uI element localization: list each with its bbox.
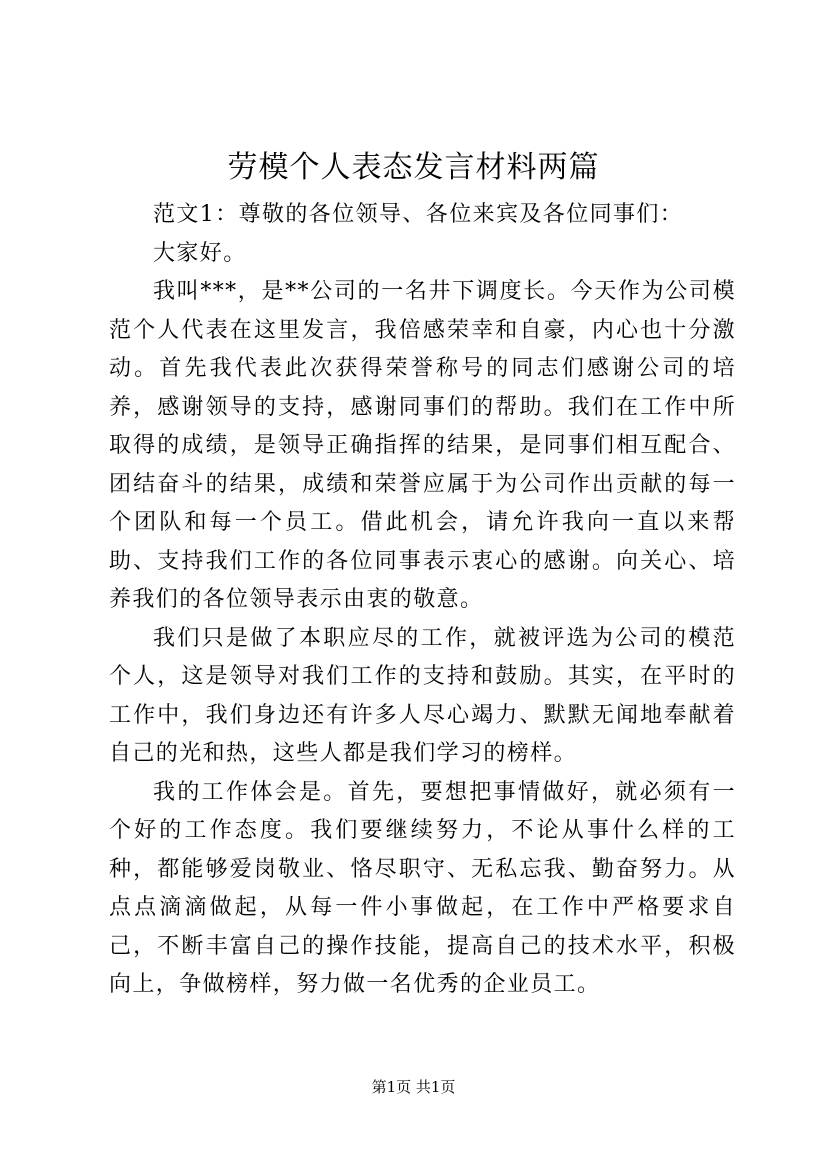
salutation-paragraph: 范文1：尊敬的各位领导、各位来宾及各位同事们： bbox=[153, 202, 684, 227]
greeting-paragraph: 大家好。 bbox=[153, 240, 247, 266]
introduction-paragraph: 我叫***，是**公司的一名井下调度长。今天作为公司模范个人代表在这里发言，我倍感荣幸和自豪，内心也十分激动。首先我代表此次获得荣誉称号的同志们感谢公司的培养，感谢领导的支持，感谢同事们的帮助。我们在工作中所取得的成绩，是领导正确指挥的结果，是同事们相互配合、团结奋斗的结果，成绩和荣誉应属于为公司作出贡献的每一个团队和每一个员工。借此机会，请允许我向一直以来帮助、支持我们工作的各位同事表示衷心的感谢。向关心、培养我们的各位领导表示由衷的敬意。 bbox=[109, 279, 736, 612]
document-body bbox=[109, 196, 736, 1005]
role-models-paragraph: 我们只是做了本职应尽的工作，就被评选为公司的模范个人，这是领导对我们工作的支持和鼓励。其实，在平时的工作中，我们身边还有许多人尽心竭力、默默无闻地奉献着自己的光和热，这些人都是我们学习的榜样。 bbox=[109, 625, 736, 766]
page-footer: 第1页 共1页 bbox=[371, 1078, 456, 1096]
work-experience-paragraph: 我的工作体会是。首先，要想把事情做好，就必须有一个好的工作态度。我们要继续努力，不论从事什么样的工种，都能够爱岗敬业、恪尽职守、无私忘我、勤奋努力。从点点滴滴做起，从每一件小事做起，在工作中严格要求自己，不断丰富自己的操作技能，提高自己的技术水平，积极向上，争做榜样，努力做一名优秀的企业员工。 bbox=[109, 779, 736, 997]
document-title: 劳模个人表态发言材料两篇 bbox=[227, 150, 600, 185]
